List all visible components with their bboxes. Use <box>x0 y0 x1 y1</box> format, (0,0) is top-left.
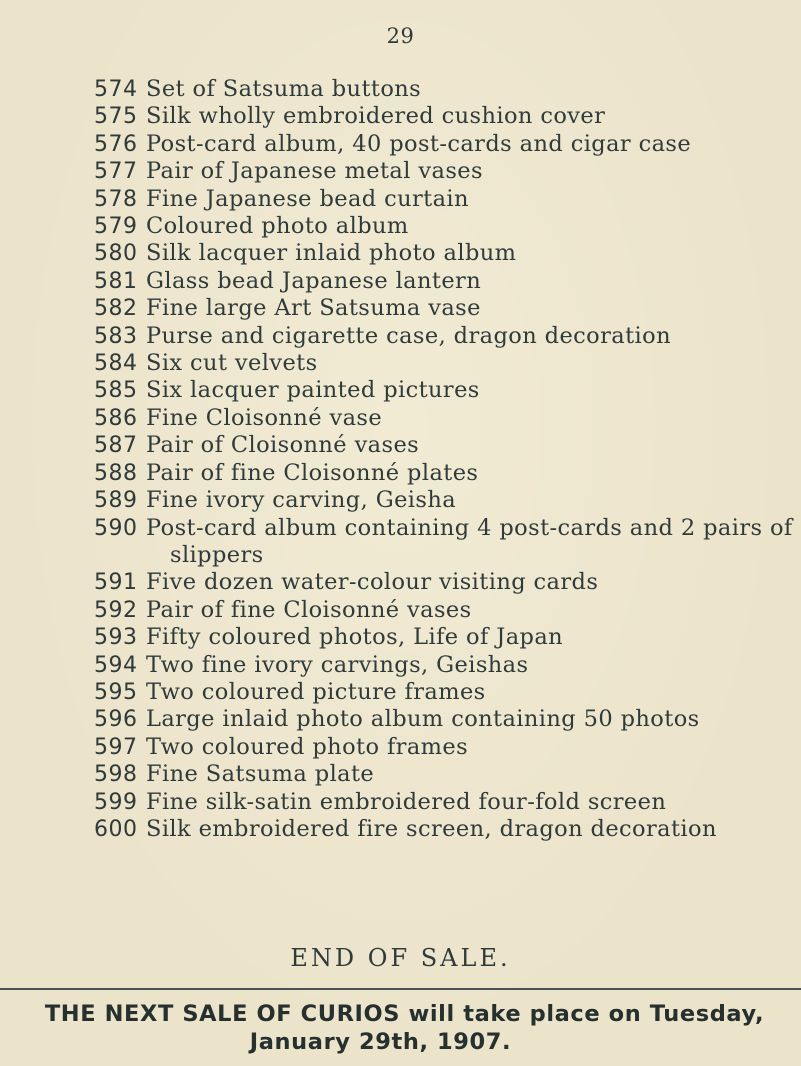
lot-item <box>0 186 801 213</box>
lot-description: Fifty coloured photos, Life of Japan <box>146 624 564 651</box>
lot-description: Post-card album, 40 post-cards and cigar case <box>146 130 692 157</box>
lot-item <box>0 706 801 733</box>
lot-description: Large inlaid photo album containing 50 photos <box>146 706 700 733</box>
lot-item <box>0 240 801 267</box>
lot-item <box>0 432 801 459</box>
lot-number: 578 <box>94 186 138 212</box>
next-sale-notice <box>0 1000 801 1056</box>
lot-description: Post-card album containing 4 post-cards and 2 pairs of <box>146 514 793 541</box>
lot-number: 593 <box>94 625 138 651</box>
lot-description: Pair of fine Cloisonné vases <box>146 596 472 623</box>
lot-item <box>0 213 801 240</box>
lot-item <box>0 295 801 322</box>
lot-item <box>0 515 801 570</box>
lot-description: Pair of Cloisonné vases <box>146 432 420 459</box>
lot-description: Pair of fine Cloisonné plates <box>146 459 479 486</box>
lot-item <box>0 761 801 788</box>
lot-item <box>0 789 801 816</box>
lot-item <box>0 816 801 843</box>
lot-description: Two fine ivory carvings, Geishas <box>146 651 529 678</box>
lot-item <box>0 624 801 651</box>
horizontal-rule <box>0 988 801 990</box>
next-sale-line-1: THE NEXT SALE OF CURIOS will take place on Tuesday, <box>44 1001 765 1027</box>
lot-description: Coloured photo album <box>146 213 409 240</box>
lot-list <box>0 76 801 843</box>
lot-item <box>0 487 801 514</box>
lot-number: 575 <box>94 104 138 130</box>
lot-number: 598 <box>94 762 138 788</box>
lot-description: Two coloured picture frames <box>146 678 486 705</box>
lot-item <box>0 652 801 679</box>
lot-description: Set of Satsuma buttons <box>146 76 422 102</box>
lot-number: 600 <box>94 816 138 842</box>
lot-description: Pair of Japanese metal vases <box>146 158 483 185</box>
lot-description: Fine ivory carving, Geisha <box>146 487 457 514</box>
lot-description: Two coloured photo frames <box>146 733 469 760</box>
lot-number: 588 <box>94 460 138 486</box>
next-sale-line-2: January 29th, 1907. <box>249 1029 512 1055</box>
lot-number: 574 <box>94 77 138 102</box>
lot-item <box>0 679 801 706</box>
lot-description: Silk wholly embroidered cushion cover <box>146 103 606 130</box>
lot-description: Six cut velvets <box>146 350 318 377</box>
lot-number: 584 <box>94 351 138 377</box>
lot-number: 590 <box>94 515 138 541</box>
lot-description: Silk embroidered fire screen, dragon decoration <box>146 815 717 842</box>
page-number: 29 <box>386 24 415 48</box>
lot-number: 577 <box>94 159 138 185</box>
lot-number: 585 <box>94 378 138 404</box>
lot-item <box>0 350 801 377</box>
lot-description: Fine Satsuma plate <box>146 761 375 788</box>
lot-description: Five dozen water-colour visiting cards <box>146 569 599 596</box>
lot-item <box>0 158 801 185</box>
end-of-sale-heading: END OF SALE. <box>290 944 511 972</box>
lot-item <box>0 323 801 350</box>
lot-number: 581 <box>94 268 138 294</box>
lot-number: 576 <box>94 131 138 157</box>
lot-item <box>0 460 801 487</box>
lot-item <box>0 377 801 404</box>
lot-number: 582 <box>94 296 138 322</box>
lot-number: 595 <box>94 679 138 705</box>
lot-number: 596 <box>94 707 138 733</box>
lot-item <box>0 131 801 158</box>
lot-description: Fine Japanese bead curtain <box>146 185 469 212</box>
lot-description: Fine silk-satin embroidered four-fold screen <box>146 788 667 815</box>
lot-description: Fine Cloisonné vase <box>146 404 383 431</box>
lot-description: Glass bead Japanese lantern <box>146 267 482 294</box>
lot-description: Purse and cigarette case, dragon decoration <box>146 322 671 349</box>
lot-number: 592 <box>94 597 138 623</box>
lot-description-continuation: slippers <box>170 541 264 568</box>
lot-item <box>0 103 801 130</box>
lot-number: 579 <box>94 214 138 240</box>
lot-item <box>0 597 801 624</box>
lot-description: Fine large Art Satsuma vase <box>146 295 481 322</box>
lot-number: 597 <box>94 734 138 760</box>
lot-number: 586 <box>94 405 138 431</box>
lot-item <box>0 734 801 761</box>
lot-number: 591 <box>94 570 138 596</box>
lot-number: 583 <box>94 323 138 349</box>
lot-number: 580 <box>94 241 138 267</box>
lot-number: 594 <box>94 652 138 678</box>
lot-number: 589 <box>94 488 138 514</box>
lot-item <box>0 405 801 432</box>
lot-item <box>0 76 801 103</box>
lot-item <box>0 569 801 596</box>
lot-number: 587 <box>94 433 138 459</box>
lot-item <box>0 268 801 295</box>
lot-number: 599 <box>94 789 138 815</box>
lot-description: Six lacquer painted pictures <box>146 377 480 404</box>
lot-description: Silk lacquer inlaid photo album <box>146 240 517 267</box>
